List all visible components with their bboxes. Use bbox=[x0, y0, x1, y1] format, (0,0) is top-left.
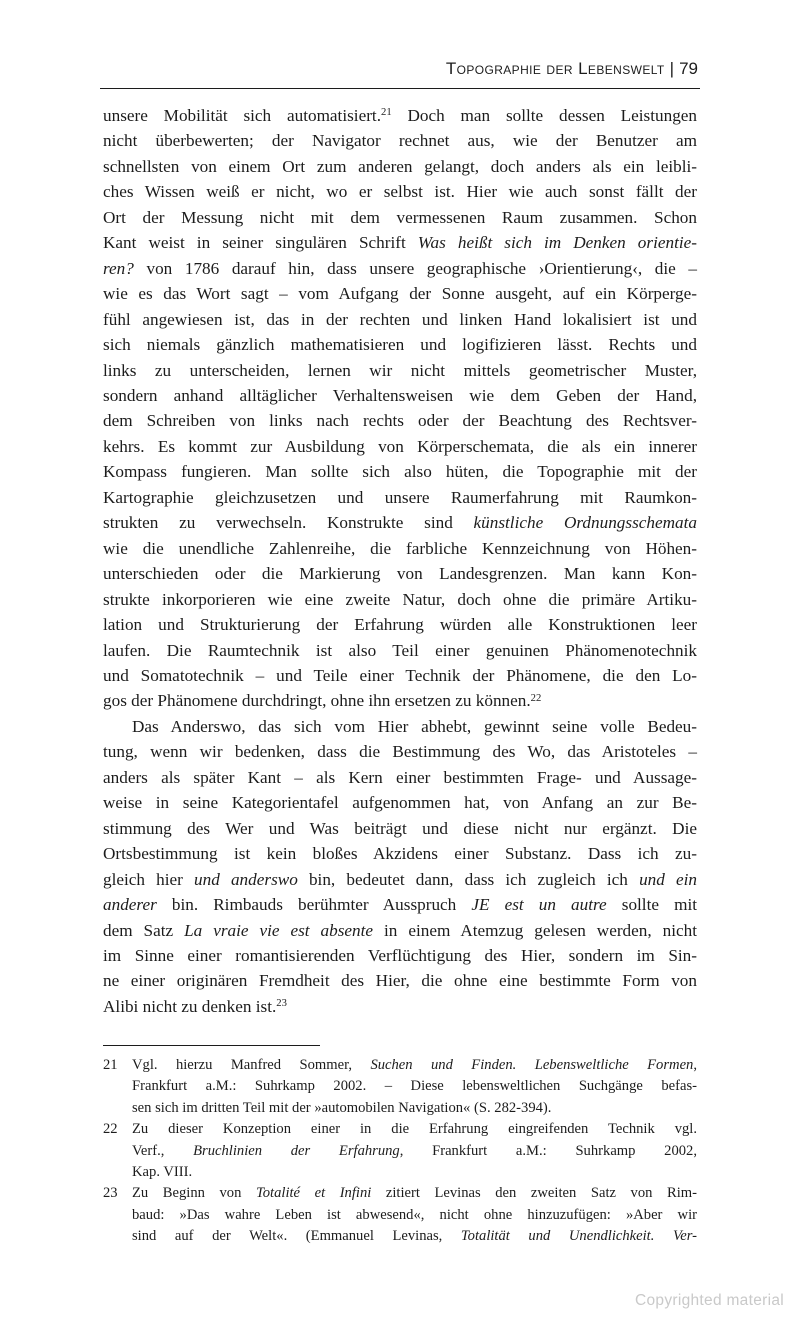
text-line: Zu dieser Konzeption einer in die Erfahrung eingreifenden Technik vgl. bbox=[132, 1121, 697, 1138]
text-line: nicht überbewerten; der Navigator rechnet aus, wie der Benutzer am bbox=[103, 131, 697, 151]
text-line: Verf., Bruchlinien der Erfahrung, Frankfurt a.M.: Suhrkamp 2002, bbox=[132, 1142, 697, 1159]
text-line: anderer bin. Rimbauds berühmter Ausspruch JE est un autre sollte mit bbox=[103, 895, 697, 915]
text-line: sind auf der Welt«. (Emmanuel Levinas, Totalität und Unendlichkeit. Ver- bbox=[132, 1228, 697, 1245]
text-line: dem Satz La vraie vie est absente in einem Atemzug gelesen werden, nicht bbox=[103, 920, 697, 940]
body-text bbox=[103, 103, 697, 1019]
chapter-title: Topographie der Lebenswelt bbox=[445, 59, 665, 78]
text-line: laufen. Die Raumtechnik ist also Teil einer genuinen Phänomenotechnik bbox=[103, 640, 697, 660]
text-line: unterschieden oder die Markierung von Landesgrenzen. Man kann Kon- bbox=[103, 564, 697, 584]
text-line: Kap. VIII. bbox=[132, 1164, 193, 1181]
text-line: kehrs. Es kommt zur Ausbildung von Körperschemata, die als ein innerer bbox=[103, 436, 697, 456]
text-line: baud: »Das wahre Leben ist abwesend«, nicht ohne hinzuzufügen: »Aber wir bbox=[132, 1206, 697, 1223]
text-line: Alibi nicht zu denken ist.$^{23}$ bbox=[103, 996, 287, 1016]
text-line: gleich hier und anderswo bin, bedeutet dann, dass ich zugleich ich und ein bbox=[103, 869, 697, 889]
text-line: strukten zu verwechseln. Konstrukte sind künstliche Ordnungsschemata bbox=[103, 513, 697, 533]
text-line: wie die unendliche Zahlenreihe, die farbliche Kennzeichnung von Höhen- bbox=[103, 538, 697, 558]
text-line: weise in seine Kategorientafel aufgenommen hat, von Anfang an zur Be- bbox=[103, 793, 697, 813]
footnote bbox=[103, 1055, 697, 1119]
text-line: Zu Beginn von Totalité et Infini zitiert Levinas den zweiten Satz von Rim- bbox=[132, 1185, 697, 1202]
text-line: strukte inkorporieren wie eine zweite Natur, doch ohne die primäre Artiku- bbox=[103, 589, 697, 609]
text-line: Ort der Messung nicht mit dem vermessenen Raum zusammen. Schon bbox=[103, 207, 697, 227]
footnote bbox=[103, 1183, 697, 1247]
paragraph bbox=[103, 103, 697, 714]
running-header bbox=[100, 59, 698, 79]
footnote-text bbox=[132, 1119, 697, 1183]
footnotes bbox=[103, 1055, 697, 1248]
footnote-number: 23 bbox=[103, 1185, 118, 1202]
text-line: fühl angewiesen ist, das in der rechten und linken Hand lokalisiert ist und bbox=[103, 309, 697, 329]
text-line: Frankfurt a.M.: Suhrkamp 2002. – Diese lebensweltlichen Suchgänge befas- bbox=[132, 1078, 697, 1095]
paragraph bbox=[103, 714, 697, 1019]
text-line: ne einer originären Fremdheit des Hier, die ohne eine bestimmte Form von bbox=[103, 971, 697, 991]
text-line: Kompass fungieren. Man sollte sich also hüten, die Topographie mit der bbox=[103, 462, 697, 482]
text-line: Ortsbestimmung ist kein bloßes Akzidens einer Substanz. Dass ich zu- bbox=[103, 844, 697, 864]
text-line: Das Anderswo, das sich vom Hier abhebt, gewinnt seine volle Bedeu- bbox=[132, 716, 697, 736]
text-line: ren? von 1786 darauf hin, dass unsere geographische ›Orientierung‹, die – bbox=[103, 258, 697, 278]
text-line: wie es das Wort sagt – vom Aufgang der Sonne ausgeht, auf ein Körperge- bbox=[103, 284, 697, 304]
text-line: sen sich im dritten Teil mit der »automobilen Navigation« (S. 282-394). bbox=[132, 1099, 552, 1116]
footnote bbox=[103, 1119, 697, 1183]
text-line: Kartographie gleichzusetzen und unsere Raumerfahrung mit Raumkon- bbox=[103, 487, 697, 507]
text-line: sich niemals gänzlich mathematisieren und logifizieren lässt. Rechts und bbox=[103, 335, 697, 355]
footnote-separator bbox=[103, 1045, 320, 1046]
text-line: Vgl. hierzu Manfred Sommer, Suchen und Finden. Lebensweltliche Formen, bbox=[132, 1057, 698, 1073]
header-rule bbox=[100, 88, 700, 89]
text-line: stimmung des Wer und Was beiträgt und diese nicht nur ergänzt. Die bbox=[103, 818, 697, 838]
text-line: sondern anhand alltäglicher Verhaltensweisen wie dem Geben der Hand, bbox=[103, 385, 697, 405]
copyright-watermark: Copyrighted material bbox=[634, 1292, 784, 1309]
text-line: und Somatotechnik – und Teile einer Technik der Phänomene, die den Lo- bbox=[103, 665, 697, 685]
text-line: unsere Mobilität sich automatisiert.$^{21}$ Doch man sollte dessen Leistungen bbox=[103, 106, 698, 125]
text-line: Kant weist in seiner singulären Schrift Was heißt sich im Denken orientie- bbox=[103, 233, 697, 253]
text-line: lation und Strukturierung der Erfahrung würden alle Konstruktionen leer bbox=[103, 615, 697, 635]
footnote-number: 21 bbox=[103, 1057, 118, 1073]
text-line: im Sinne einer romantisierenden Verflüchtigung des Hier, sondern im Sin- bbox=[103, 945, 697, 965]
page-number: 79 bbox=[679, 59, 698, 78]
text-line: schnellsten von einem Ort zum anderen gelangt, doch anders als ein leibli- bbox=[103, 156, 697, 176]
footnote-text bbox=[132, 1055, 697, 1119]
text-line: ches Wissen weiß er nicht, wo er selbst ist. Hier wie auch sonst fällt der bbox=[103, 182, 697, 202]
text-line: gos der Phänomene durchdringt, ohne ihn ersetzen zu können.$^{22}$ bbox=[103, 691, 542, 711]
text-line: links zu unterscheiden, lernen wir nicht mittels geometrischer Muster, bbox=[103, 360, 697, 380]
footnote-number: 22 bbox=[103, 1121, 118, 1138]
footnote-text bbox=[132, 1183, 697, 1247]
text-line: dem Schreiben von links nach rechts oder der Beachtung des Rechtsver- bbox=[103, 411, 697, 431]
header-separator: | bbox=[669, 59, 675, 78]
text-line: tung, wenn wir bedenken, dass die Bestimmung des Wo, das Aristoteles – bbox=[103, 742, 697, 762]
text-line: anders als später Kant – als Kern einer bestimmten Frage- und Aussage- bbox=[103, 767, 697, 787]
